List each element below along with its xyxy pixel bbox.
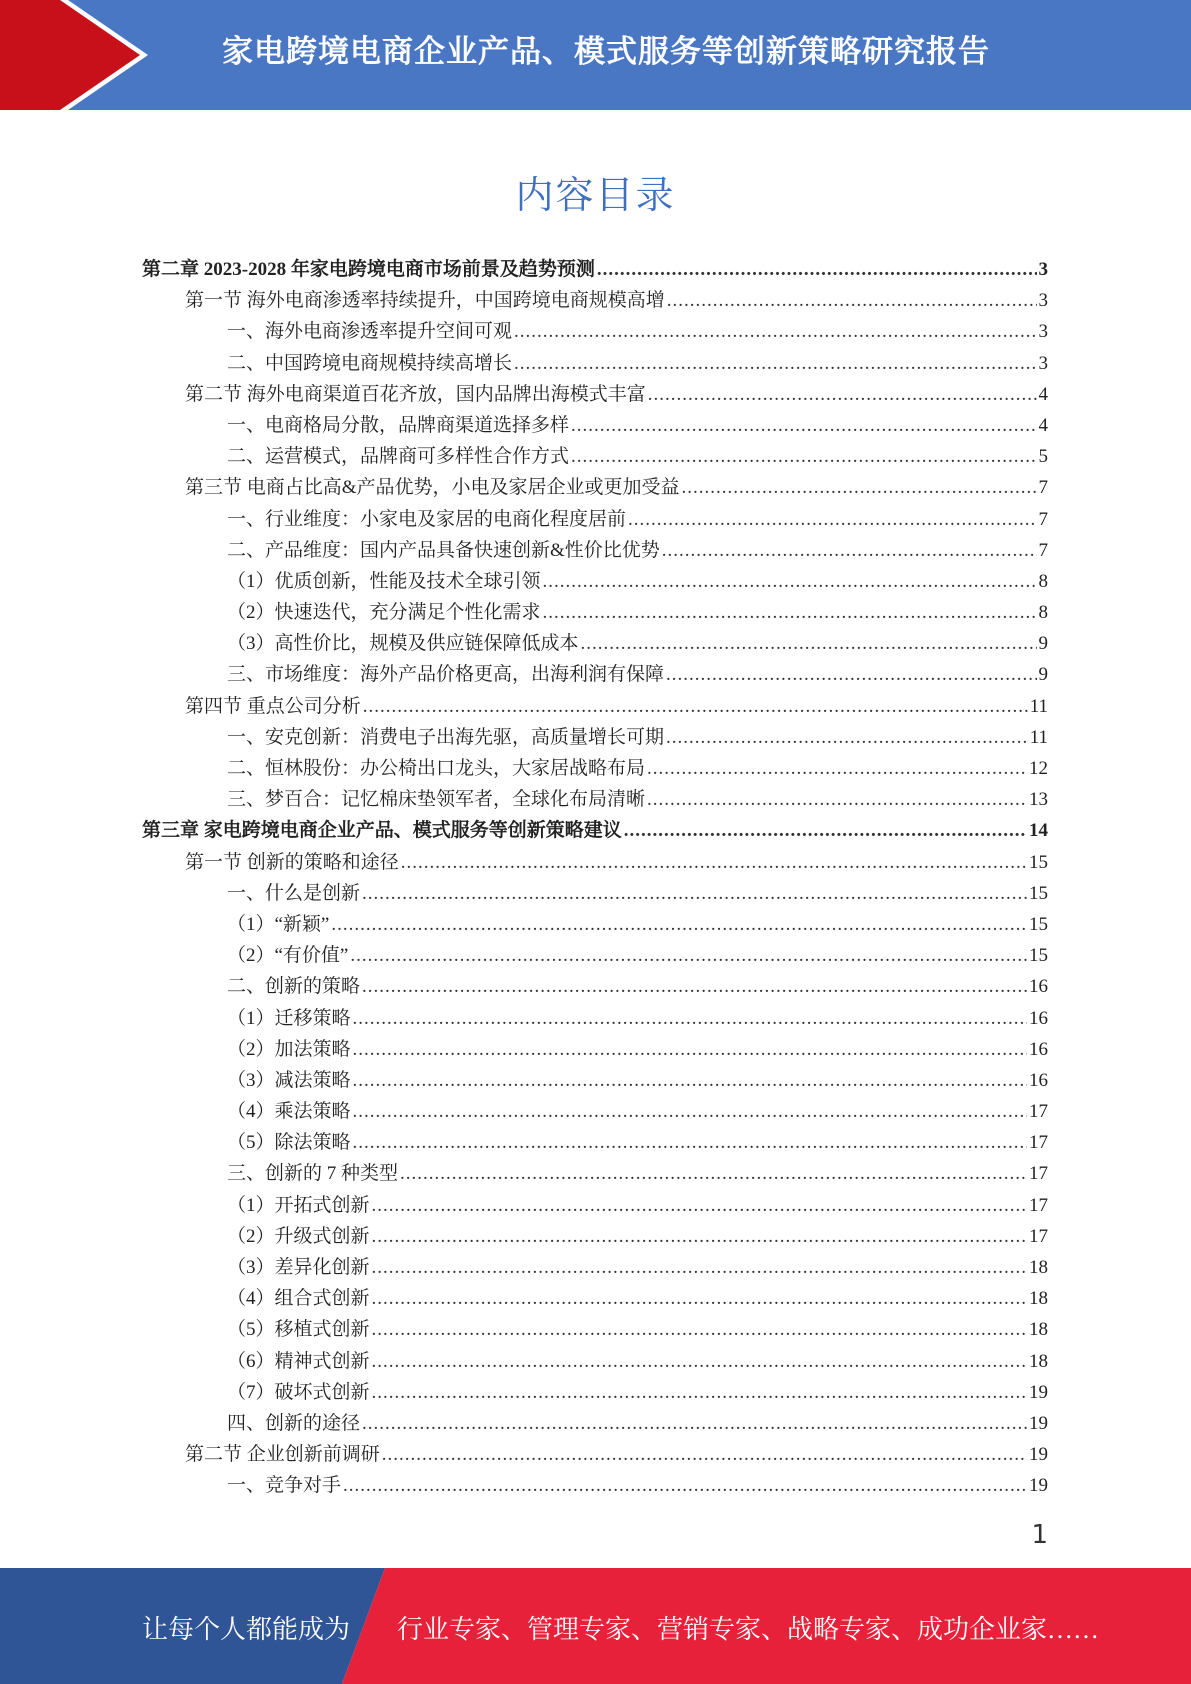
toc-entry[interactable] bbox=[142, 1314, 1048, 1345]
toc-entry[interactable] bbox=[142, 472, 1048, 503]
toc-entry[interactable] bbox=[142, 847, 1048, 878]
toc-dot-leader bbox=[662, 535, 1037, 566]
toc-entry[interactable] bbox=[142, 597, 1048, 628]
toc-entry-page: 3 bbox=[1038, 290, 1048, 312]
toc-entry[interactable] bbox=[142, 1346, 1048, 1377]
toc-entry-page: 15 bbox=[1029, 945, 1048, 967]
table-of-contents bbox=[142, 254, 1048, 1502]
toc-entry-label: 一、海外电商渗透率提升空间可观 bbox=[227, 321, 513, 343]
toc-entry[interactable] bbox=[142, 1127, 1048, 1158]
toc-entry-label: （5）除法策略 bbox=[227, 1132, 351, 1154]
toc-entry[interactable] bbox=[142, 1283, 1048, 1314]
toc-entry[interactable] bbox=[142, 1221, 1048, 1252]
toc-dot-leader bbox=[543, 597, 1037, 628]
toc-dot-leader bbox=[372, 1252, 1027, 1283]
toc-dot-leader bbox=[353, 1096, 1027, 1127]
toc-entry-label: 一、电商格局分散，品牌商渠道选择多样 bbox=[227, 414, 570, 436]
toc-entry-page: 15 bbox=[1029, 913, 1048, 935]
toc-entry-label: （2）加法策略 bbox=[227, 1038, 351, 1060]
toc-entry-label: 第二节 企业创新前调研 bbox=[185, 1444, 380, 1466]
toc-entry-page: 5 bbox=[1038, 446, 1048, 468]
toc-dot-leader bbox=[372, 1190, 1027, 1221]
toc-entry-label: （1）优质创新，性能及技术全球引领 bbox=[227, 570, 541, 592]
toc-entry-label: 第四节 重点公司分析 bbox=[185, 695, 361, 717]
toc-dot-leader bbox=[382, 1439, 1027, 1470]
toc-dot-leader bbox=[353, 1127, 1027, 1158]
toc-dot-leader bbox=[666, 659, 1036, 690]
toc-entry-page: 17 bbox=[1029, 1101, 1048, 1123]
toc-entry-page: 9 bbox=[1038, 633, 1048, 655]
toc-dot-leader bbox=[647, 753, 1027, 784]
toc-dot-leader bbox=[514, 316, 1036, 347]
toc-entry-label: 二、中国跨境电商规模持续高增长 bbox=[227, 352, 513, 374]
toc-entry-label: 第二节 海外电商渠道百花齐放，国内品牌出海模式丰富 bbox=[185, 383, 646, 405]
header-title: 家电跨境电商企业产品、模式服务等创新策略研究报告 bbox=[222, 34, 990, 70]
toc-dot-leader bbox=[628, 504, 1036, 535]
toc-dot-leader bbox=[362, 878, 1027, 909]
toc-entry-label: （1）迁移策略 bbox=[227, 1007, 351, 1029]
toc-entry-page: 4 bbox=[1038, 383, 1048, 405]
toc-entry[interactable] bbox=[142, 971, 1048, 1002]
toc-dot-leader bbox=[362, 971, 1027, 1002]
toc-entry-label: 四、创新的途径 bbox=[227, 1412, 361, 1434]
toc-dot-leader bbox=[581, 628, 1037, 659]
toc-entry-page: 18 bbox=[1029, 1288, 1048, 1310]
toc-dot-leader bbox=[514, 348, 1036, 379]
toc-entry[interactable] bbox=[142, 566, 1048, 597]
toc-entry-label: （4）乘法策略 bbox=[227, 1101, 351, 1123]
toc-dot-leader bbox=[350, 940, 1027, 971]
toc-dot-leader bbox=[353, 1065, 1027, 1096]
toc-entry-label: 三、梦百合：记忆棉床垫领军者，全球化布局清晰 bbox=[227, 789, 646, 811]
toc-dot-leader bbox=[353, 1034, 1027, 1065]
toc-entry[interactable] bbox=[142, 504, 1048, 535]
toc-entry-page: 16 bbox=[1029, 1069, 1048, 1091]
toc-entry-label: 三、创新的 7 种类型 bbox=[227, 1163, 399, 1185]
toc-entry[interactable] bbox=[142, 940, 1048, 971]
toc-entry[interactable] bbox=[142, 691, 1048, 722]
toc-dot-leader bbox=[666, 722, 1028, 753]
toc-dot-leader bbox=[543, 566, 1037, 597]
toc-entry-page: 17 bbox=[1029, 1163, 1048, 1185]
toc-entry[interactable] bbox=[142, 878, 1048, 909]
toc-dot-leader bbox=[331, 909, 1027, 940]
toc-entry[interactable] bbox=[142, 285, 1048, 316]
toc-dot-leader bbox=[363, 691, 1028, 722]
toc-entry-label: 第三章 家电跨境电商企业产品、模式服务等创新策略建议 bbox=[142, 820, 622, 842]
toc-entry-label: （2）升级式创新 bbox=[227, 1225, 370, 1247]
toc-entry[interactable] bbox=[142, 348, 1048, 379]
toc-dot-leader bbox=[624, 815, 1027, 846]
toc-dot-leader bbox=[372, 1377, 1027, 1408]
toc-entry[interactable] bbox=[142, 441, 1048, 472]
toc-dot-leader bbox=[571, 410, 1036, 441]
toc-entry-page: 12 bbox=[1029, 758, 1048, 779]
toc-dot-leader bbox=[372, 1283, 1027, 1314]
toc-entry-page: 15 bbox=[1029, 851, 1048, 873]
toc-entry-page: 19 bbox=[1029, 1444, 1048, 1466]
toc-entry[interactable] bbox=[142, 1252, 1048, 1283]
page-header bbox=[0, 0, 1191, 110]
page-footer bbox=[0, 1568, 1191, 1684]
toc-entry-label: （2）“有价值” bbox=[227, 945, 349, 967]
toc-entry[interactable] bbox=[142, 659, 1048, 690]
toc-entry[interactable] bbox=[142, 1065, 1048, 1096]
toc-entry-label: （3）高性价比，规模及供应链保障低成本 bbox=[227, 633, 579, 655]
toc-entry-page: 11 bbox=[1029, 695, 1048, 717]
toc-entry-page: 7 bbox=[1038, 539, 1048, 561]
toc-entry-label: （7）破坏式创新 bbox=[227, 1381, 370, 1403]
toc-entry[interactable] bbox=[142, 1034, 1048, 1065]
toc-dot-leader bbox=[401, 847, 1027, 878]
toc-entry-label: 第一节 创新的策略和途径 bbox=[185, 851, 399, 873]
toc-entry[interactable] bbox=[142, 535, 1048, 566]
toc-entry-page: 3 bbox=[1038, 352, 1048, 374]
toc-dot-leader bbox=[372, 1221, 1027, 1252]
toc-entry[interactable] bbox=[142, 1190, 1048, 1221]
toc-entry-page: 18 bbox=[1029, 1257, 1048, 1278]
toc-dot-leader bbox=[372, 1314, 1027, 1345]
toc-entry[interactable] bbox=[142, 1096, 1048, 1127]
toc-entry-label: （3）减法策略 bbox=[227, 1069, 351, 1091]
toc-entry[interactable] bbox=[142, 254, 1048, 285]
toc-entry-page: 14 bbox=[1029, 820, 1048, 842]
toc-entry[interactable] bbox=[142, 316, 1048, 347]
toc-entry-page: 8 bbox=[1038, 570, 1048, 592]
toc-dot-leader bbox=[571, 441, 1036, 472]
toc-entry-page: 7 bbox=[1038, 508, 1048, 530]
toc-entry-page: 11 bbox=[1029, 726, 1048, 748]
toc-entry-label: 一、竞争对手 bbox=[227, 1475, 342, 1497]
toc-entry-page: 3 bbox=[1038, 259, 1048, 280]
toc-entry-label: （6）精神式创新 bbox=[227, 1350, 370, 1372]
toc-entry-label: 第三节 电商占比高&产品优势，小电及家居企业或更加受益 bbox=[185, 477, 680, 499]
toc-entry-label: （4）组合式创新 bbox=[227, 1288, 370, 1310]
toc-dot-leader bbox=[597, 254, 1037, 285]
toc-entry-page: 16 bbox=[1029, 1007, 1048, 1029]
toc-dot-leader bbox=[343, 1470, 1027, 1501]
toc-dot-leader bbox=[648, 379, 1037, 410]
toc-entry[interactable] bbox=[142, 815, 1048, 846]
toc-dot-leader bbox=[400, 1158, 1027, 1189]
toc-dot-leader bbox=[353, 1003, 1027, 1034]
toc-entry-label: 二、运营模式，品牌商可多样性合作方式 bbox=[227, 446, 570, 468]
toc-entry[interactable] bbox=[142, 1439, 1048, 1470]
toc-entry-label: 第二章 2023-2028 年家电跨境电商市场前景及趋势预测 bbox=[142, 259, 595, 280]
toc-entry[interactable] bbox=[142, 1377, 1048, 1408]
toc-entry[interactable] bbox=[142, 628, 1048, 659]
toc-entry-page: 15 bbox=[1029, 882, 1048, 904]
toc-entry[interactable] bbox=[142, 1158, 1048, 1189]
toc-entry-label: （1）“新颖” bbox=[227, 913, 330, 935]
toc-entry-page: 9 bbox=[1038, 664, 1048, 686]
footer-slogan-right: 行业专家、管理专家、营销专家、战略专家、成功企业家…… bbox=[397, 1615, 1100, 1644]
toc-entry-label: 一、行业维度：小家电及家居的电商化程度居前 bbox=[227, 508, 627, 530]
toc-entry-page: 13 bbox=[1029, 789, 1048, 811]
toc-entry-page: 16 bbox=[1029, 1038, 1048, 1060]
toc-entry-page: 7 bbox=[1038, 477, 1048, 499]
toc-dot-leader bbox=[362, 1408, 1027, 1439]
footer-slogan-left: 让每个人都能成为 bbox=[142, 1615, 351, 1644]
toc-entry-page: 3 bbox=[1038, 321, 1048, 343]
toc-entry-label: 二、产品维度：国内产品具备快速创新&性价比优势 bbox=[227, 539, 660, 561]
toc-entry-label: （5）移植式创新 bbox=[227, 1319, 370, 1341]
toc-entry-page: 19 bbox=[1029, 1475, 1048, 1497]
toc-dot-leader bbox=[682, 472, 1037, 503]
toc-entry[interactable] bbox=[142, 909, 1048, 940]
toc-entry[interactable] bbox=[142, 1003, 1048, 1034]
toc-entry-label: 第一节 海外电商渗透率持续提升，中国跨境电商规模高增 bbox=[185, 290, 665, 312]
toc-entry[interactable] bbox=[142, 410, 1048, 441]
toc-entry-label: 二、创新的策略 bbox=[227, 976, 361, 998]
toc-entry-page: 8 bbox=[1038, 602, 1048, 624]
toc-entry-page: 18 bbox=[1029, 1350, 1048, 1372]
toc-entry-page: 17 bbox=[1029, 1225, 1048, 1247]
toc-entry[interactable] bbox=[142, 1408, 1048, 1439]
toc-entry-page: 19 bbox=[1029, 1412, 1048, 1434]
toc-entry-label: （3）差异化创新 bbox=[227, 1257, 370, 1278]
toc-entry-label: 一、什么是创新 bbox=[227, 882, 361, 904]
toc-entry-page: 17 bbox=[1029, 1194, 1048, 1216]
toc-entry-page: 18 bbox=[1029, 1319, 1048, 1341]
toc-entry-label: 三、市场维度：海外产品价格更高，出海利润有保障 bbox=[227, 664, 665, 686]
toc-dot-leader bbox=[667, 285, 1037, 316]
toc-dot-leader bbox=[647, 784, 1027, 815]
toc-entry[interactable] bbox=[142, 1470, 1048, 1501]
toc-entry-page: 17 bbox=[1029, 1132, 1048, 1154]
toc-entry-label: 二、恒林股份：办公椅出口龙头，大家居战略布局 bbox=[227, 758, 646, 779]
toc-entry[interactable] bbox=[142, 722, 1048, 753]
toc-entry-page: 19 bbox=[1029, 1381, 1048, 1403]
toc-entry[interactable] bbox=[142, 379, 1048, 410]
toc-entry[interactable] bbox=[142, 784, 1048, 815]
toc-entry-label: （2）快速迭代，充分满足个性化需求 bbox=[227, 602, 541, 624]
toc-heading: 内容目录 bbox=[515, 173, 676, 217]
toc-dot-leader bbox=[372, 1346, 1027, 1377]
toc-entry-page: 16 bbox=[1029, 976, 1048, 998]
toc-entry-label: （1）开拓式创新 bbox=[227, 1194, 370, 1216]
toc-entry-label: 一、安克创新：消费电子出海先驱，高质量增长可期 bbox=[227, 726, 665, 748]
toc-entry-page: 4 bbox=[1038, 414, 1048, 436]
page-number: 1 bbox=[1031, 1520, 1048, 1550]
toc-entry[interactable] bbox=[142, 753, 1048, 784]
